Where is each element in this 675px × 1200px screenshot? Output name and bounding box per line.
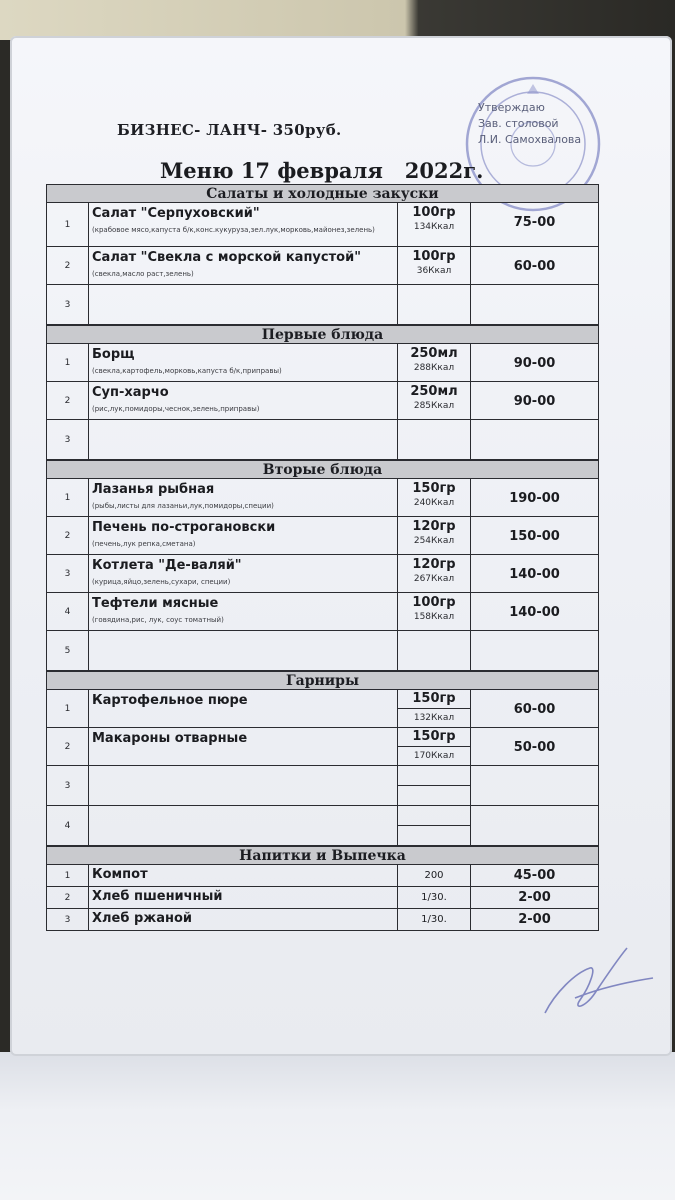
menu-row: [46, 555, 599, 593]
dish-ingredients: (свекла,масло раст,зелень): [92, 270, 194, 278]
portion-cell: [398, 690, 471, 727]
dish-cell: [89, 420, 398, 459]
portion-kcal: 132Ккал: [413, 713, 455, 723]
menu-row: [46, 382, 599, 420]
portion-cell: [398, 517, 471, 554]
row-number: 2: [47, 517, 89, 554]
portion-cell: [398, 555, 471, 592]
portion-weight: 150гр: [412, 481, 456, 496]
portion-cell: [398, 766, 471, 805]
row-number: 2: [47, 887, 89, 908]
menu-row: [46, 517, 599, 555]
portion-kcal: 134Ккал: [413, 222, 455, 232]
menu-table: [46, 184, 599, 931]
menu-row: [46, 806, 599, 846]
drink-row: [46, 909, 599, 931]
menu-row: [46, 766, 599, 806]
row-number: 3: [47, 766, 89, 805]
portion-kcal: 240Ккал: [413, 498, 455, 508]
dish-price: 75-00: [513, 215, 556, 230]
approval-block: [478, 100, 581, 148]
menu-row: [46, 203, 599, 247]
drink-cell: [89, 909, 398, 930]
dish-price: [471, 766, 598, 805]
portion-kcal: 267Ккал: [413, 574, 455, 584]
dish-cell: [89, 344, 398, 381]
portion-weight: 100гр: [412, 205, 456, 220]
portion-weight: 100гр: [412, 249, 456, 264]
menu-row: [46, 593, 599, 631]
dish-price: 60-00: [513, 259, 556, 274]
portion-weight: [398, 631, 470, 633]
section-header: Гарниры: [46, 671, 599, 690]
row-number: 1: [47, 479, 89, 516]
dish-cell: [89, 555, 398, 592]
drink-portion: 200: [398, 865, 471, 886]
menu-row: [46, 344, 599, 382]
menu-row: [46, 690, 599, 728]
approval-line: Л.И. Самохвалова: [478, 133, 582, 146]
drink-price: 45-00: [513, 868, 556, 883]
dish-cell: [89, 728, 398, 765]
portion-weight: [398, 766, 470, 786]
approval-line: Утверждаю: [478, 101, 545, 114]
portion-weight: 150гр: [398, 728, 470, 747]
handwritten-signature: [535, 938, 655, 1028]
dish-cell: [89, 203, 398, 246]
menu-row: [46, 728, 599, 766]
dish-cell: [89, 285, 398, 324]
portion-cell: [398, 420, 471, 459]
row-number: 3: [47, 285, 89, 324]
dish-ingredients: (говядина,рис, лук, соус томатный): [92, 616, 224, 624]
portion-cell: [398, 203, 471, 246]
dish-name: Печень по-строгановски: [92, 520, 276, 535]
portion-weight: 250мл: [410, 384, 458, 399]
dish-name: Салат "Серпуховский": [92, 206, 260, 221]
portion-kcal: 170Ккал: [413, 751, 455, 761]
dish-price: [471, 631, 598, 670]
row-number: 2: [47, 728, 89, 765]
row-number: 3: [47, 420, 89, 459]
dish-cell: [89, 382, 398, 419]
drink-cell: [89, 887, 398, 908]
dish-ingredients: (курица,яйцо,зелень,сухари, специи): [92, 578, 231, 586]
dish-ingredients: (печень,лук репка,сметана): [92, 540, 196, 548]
dish-name: Котлета "Де-валяй": [92, 558, 242, 573]
dish-cell: [89, 247, 398, 284]
drink-price: 2-00: [518, 890, 551, 905]
portion-kcal: 285Ккал: [413, 401, 455, 411]
portion-weight: [398, 806, 470, 826]
dish-name: Картофельное пюре: [92, 693, 248, 708]
menu-row: [46, 631, 599, 671]
drink-cell: [89, 865, 398, 886]
portion-cell: [398, 593, 471, 630]
portion-kcal: 288Ккал: [413, 363, 455, 373]
dish-name: Макароны отварные: [92, 731, 248, 746]
row-number: 3: [47, 555, 89, 592]
dish-cell: [89, 806, 398, 845]
dish-ingredients: (свекла,картофель,морковь,капуста б/к,приправы): [92, 367, 282, 375]
drink-name: Хлеб ржаной: [92, 911, 193, 926]
business-lunch-title: БИЗНЕС- ЛАНЧ- 350руб.: [117, 121, 342, 139]
dish-name: Борщ: [92, 347, 135, 362]
dish-price: [471, 806, 598, 845]
drink-row: [46, 865, 599, 887]
dish-ingredients: (крабовое мясо,капуста б/к,конс.кукуруза,зел.лук,морковь,майонез,зелень): [92, 226, 375, 234]
menu-date-title: Меню 17 февраля 2022г.: [160, 158, 484, 183]
row-number: 2: [47, 382, 89, 419]
drink-portion: 1/30.: [398, 909, 471, 930]
row-number: 5: [47, 631, 89, 670]
background-bottom: [0, 1052, 675, 1200]
portion-kcal: [398, 786, 470, 805]
portion-cell: [398, 344, 471, 381]
row-number: 2: [47, 247, 89, 284]
dish-price: [471, 285, 598, 324]
dish-price: 90-00: [513, 356, 556, 371]
dish-price: 190-00: [509, 491, 560, 506]
portion-kcal: 36Ккал: [416, 266, 452, 276]
portion-cell: [398, 631, 471, 670]
section-header: Вторые блюда: [46, 460, 599, 479]
dish-name: Суп-харчо: [92, 385, 169, 400]
portion-weight: 250мл: [410, 346, 458, 361]
row-number: 3: [47, 909, 89, 930]
drink-portion: 1/30.: [398, 887, 471, 908]
dish-price: 150-00: [509, 529, 560, 544]
section-header: Салаты и холодные закуски: [46, 184, 599, 203]
dish-name: Лазанья рыбная: [92, 482, 215, 497]
dish-cell: [89, 517, 398, 554]
dish-ingredients: (рис,лук,помидоры,чеснок,зелень,приправы): [92, 405, 260, 413]
dish-price: 90-00: [513, 394, 556, 409]
row-number: 1: [47, 203, 89, 246]
portion-cell: [398, 728, 471, 765]
drink-name: Хлеб пшеничный: [92, 889, 223, 904]
dish-price: 50-00: [513, 740, 556, 755]
portion-weight: 100гр: [412, 595, 456, 610]
row-number: 4: [47, 593, 89, 630]
drink-name: Компот: [92, 867, 148, 882]
dish-price: 140-00: [509, 567, 560, 582]
portion-weight: 120гр: [412, 519, 456, 534]
portion-cell: [398, 806, 471, 845]
menu-row: [46, 285, 599, 325]
portion-cell: [398, 285, 471, 324]
dish-cell: [89, 766, 398, 805]
dish-cell: [89, 593, 398, 630]
dish-price: 140-00: [509, 605, 560, 620]
drink-price: 2-00: [518, 912, 551, 927]
section-header: Напитки и Выпечка: [46, 846, 599, 865]
dish-price: [471, 420, 598, 459]
dish-cell: [89, 479, 398, 516]
background-top: [0, 0, 675, 40]
dish-cell: [89, 690, 398, 727]
menu-row: [46, 420, 599, 460]
row-number: 1: [47, 344, 89, 381]
portion-kcal: 158Ккал: [413, 612, 455, 622]
menu-row: [46, 479, 599, 517]
portion-weight: 150гр: [398, 690, 470, 709]
drink-row: [46, 887, 599, 909]
row-number: 1: [47, 865, 89, 886]
portion-weight: [398, 285, 470, 287]
section-header: Первые блюда: [46, 325, 599, 344]
portion-kcal: [398, 826, 470, 845]
dish-ingredients: (рыбы,листы для лазаньи,лук,помидоры,специи): [92, 502, 274, 510]
portion-cell: [398, 247, 471, 284]
dish-name: Салат "Свекла с морской капустой": [92, 250, 361, 265]
portion-weight: [398, 420, 470, 422]
portion-cell: [398, 382, 471, 419]
dish-cell: [89, 631, 398, 670]
approval-line: Зав. столовой: [478, 117, 559, 130]
row-number: 4: [47, 806, 89, 845]
portion-cell: [398, 479, 471, 516]
portion-kcal: 254Ккал: [413, 536, 455, 546]
dish-price: 60-00: [513, 702, 556, 717]
row-number: 1: [47, 690, 89, 727]
menu-row: [46, 247, 599, 285]
dish-name: Тефтели мясные: [92, 596, 219, 611]
portion-weight: 120гр: [412, 557, 456, 572]
